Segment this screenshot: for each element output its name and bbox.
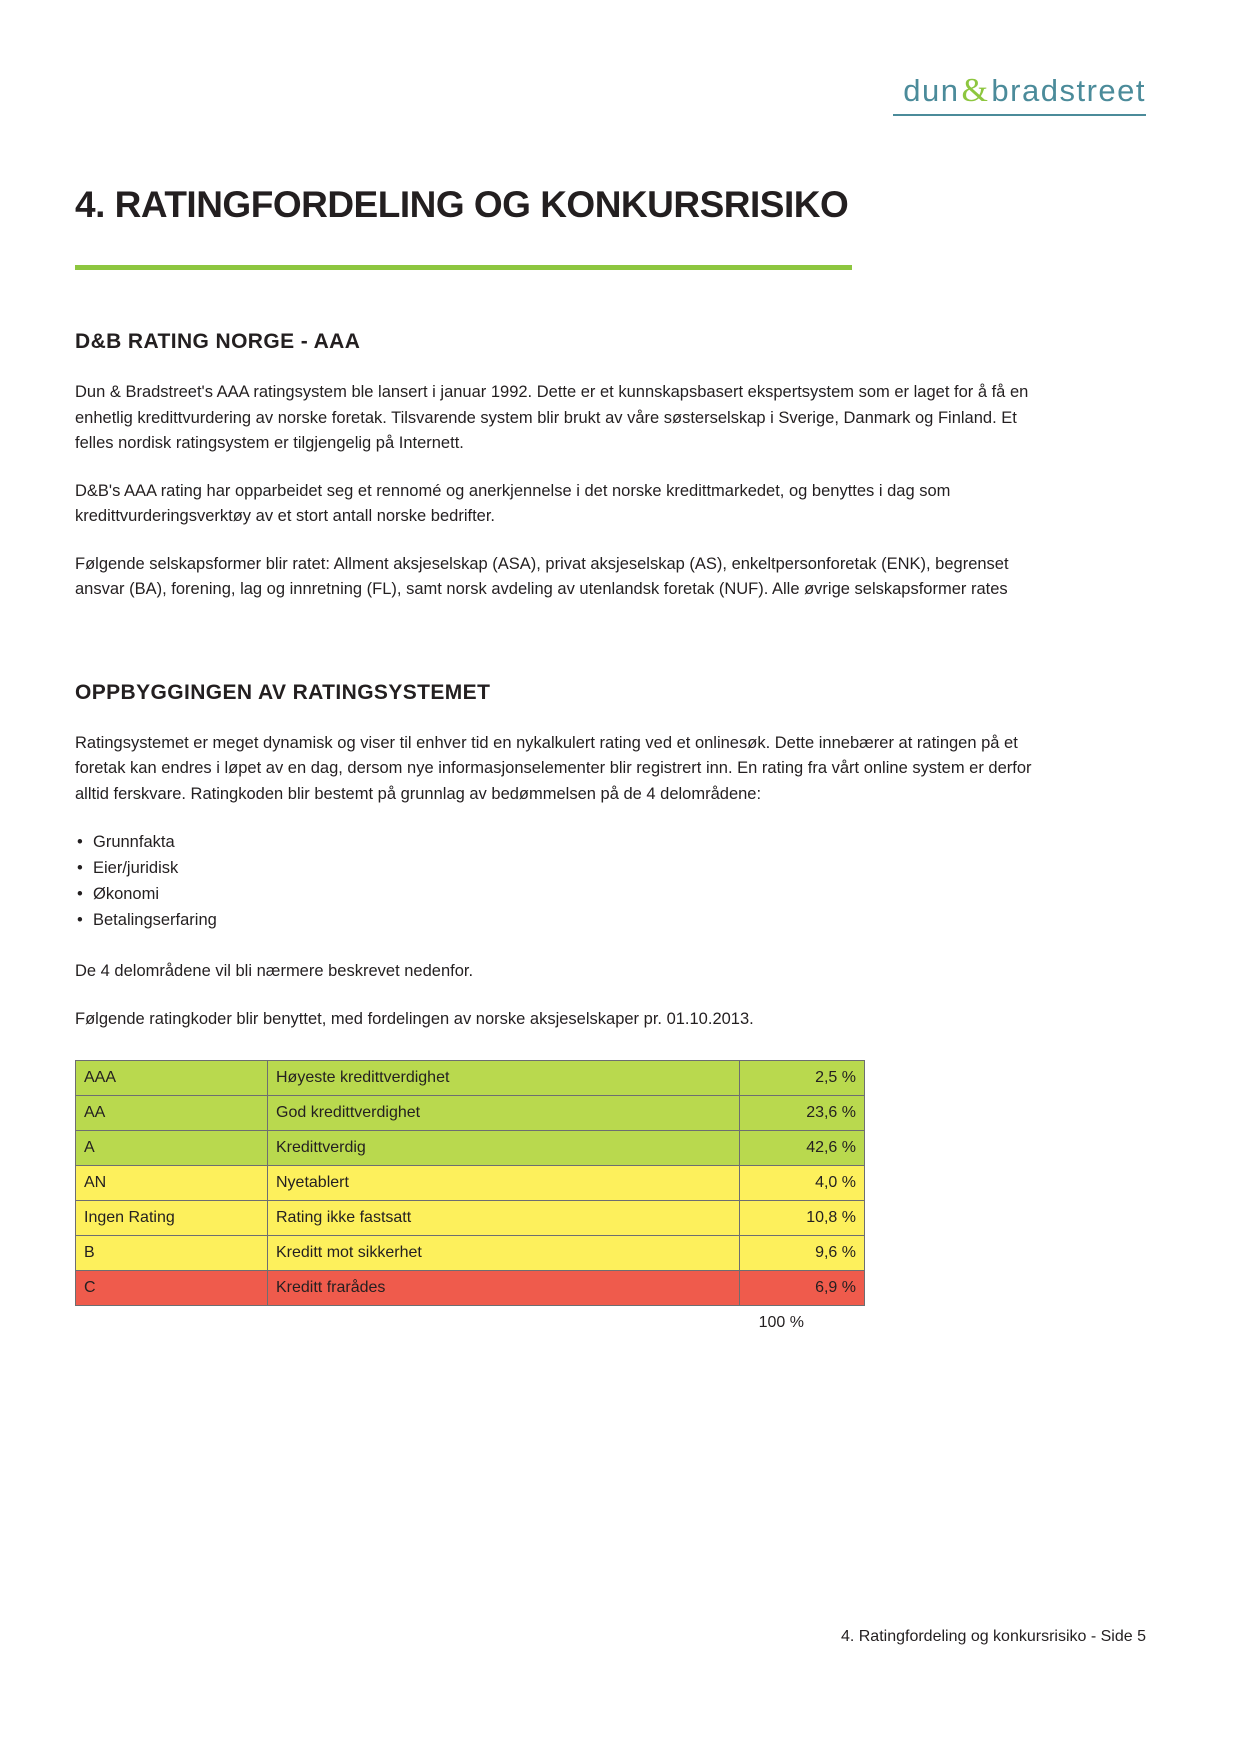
rating-percent: 9,6 % xyxy=(740,1236,865,1271)
list-item: • Økonomi xyxy=(75,881,1075,907)
paragraph-oppbygging-2: De 4 delområdene vil bli nærmere beskrevet nedenfor. xyxy=(75,962,474,980)
delomrader-list xyxy=(75,829,1075,933)
rating-code: B xyxy=(76,1236,268,1271)
rating-percent: 42,6 % xyxy=(740,1131,865,1166)
paragraph-oppbygging-3: Følgende ratingkoder blir benyttet, med fordelingen av norske aksjeselskaper pr. 01.10.2013. xyxy=(75,1009,754,1028)
rating-description: Nyetablert xyxy=(268,1166,740,1201)
rating-total: 100 % xyxy=(758,1314,804,1331)
table-row xyxy=(76,1131,865,1166)
section-heading-rating-norge: D&B RATING NORGE - AAA xyxy=(75,330,361,353)
page-title: 4. RATINGFORDELING OG KONKURSRISIKO xyxy=(75,184,849,225)
logo-underline xyxy=(893,114,1146,116)
list-item: • Eier/juridisk xyxy=(75,855,1075,881)
rating-description: Høyeste kredittverdighet xyxy=(268,1061,740,1096)
rating-description: Kreditt frarådes xyxy=(268,1271,740,1306)
document-content xyxy=(75,330,1075,1332)
dun-bradstreet-logo xyxy=(903,72,1146,110)
paragraph-intro-2: D&B's AAA rating har opparbeidet seg et rennomé og anerkjennelse i det norske kredittmarkedet, og benyttes i dag som kredittvurderingsverktøy av et stort antall norske bedrifter. xyxy=(75,481,951,525)
rating-distribution-table xyxy=(75,1060,865,1306)
rating-code: C xyxy=(76,1271,268,1306)
rating-code: AA xyxy=(76,1096,268,1131)
table-row xyxy=(76,1201,865,1236)
paragraph-intro-1: Dun & Bradstreet's AAA ratingsystem ble lansert i januar 1992. Dette er et kunnskapsbasert ekspertsystem som er laget for å få en enhetlig kredittvurdering av norske foretak. Tilsvarende system blir brukt av våre søsterselskap i Sverige, Danmark og Finland. Et felles nordisk ratingsystem er tilgjengelig på Internett. xyxy=(75,383,1029,452)
rating-percent: 2,5 % xyxy=(740,1061,865,1096)
list-item: • Grunnfakta xyxy=(75,829,1075,855)
table-row xyxy=(76,1096,865,1131)
table-row xyxy=(76,1236,865,1271)
rating-description: Kreditt mot sikkerhet xyxy=(268,1236,740,1271)
paragraph-oppbygging-1: Ratingsystemet er meget dynamisk og viser til enhver tid en nykalkulert rating ved et onlinesøk. Dette innebærer at ratingen på et foretak kan endres i løpet av en dag, dersom nye informasjonselementer blir registrert inn. En rating fra vårt online system er derfor alltid ferskvare. Ratingkoden blir bestemt på grunnlag av bedømmelsen på de 4 delområdene: xyxy=(75,733,1032,803)
rating-description: Kredittverdig xyxy=(268,1131,740,1166)
ampersand-icon: & xyxy=(961,72,990,109)
table-row xyxy=(76,1061,865,1096)
logo-text-left: dun xyxy=(903,73,960,108)
rating-percent: 23,6 % xyxy=(740,1096,865,1131)
rating-code: Ingen Rating xyxy=(76,1201,268,1236)
rating-code: AAA xyxy=(76,1061,268,1096)
title-rule xyxy=(75,265,852,270)
page-footer: 4. Ratingfordeling og konkursrisiko - Side 5 xyxy=(840,1628,1146,1645)
logo-text-right: bradstreet xyxy=(991,73,1146,108)
rating-description: Rating ikke fastsatt xyxy=(268,1201,740,1236)
list-item: • Betalingserfaring xyxy=(75,907,1075,933)
rating-percent: 6,9 % xyxy=(740,1271,865,1306)
rating-code: A xyxy=(76,1131,268,1166)
rating-description: God kredittverdighet xyxy=(268,1096,740,1131)
rating-code: AN xyxy=(76,1166,268,1201)
paragraph-intro-3: Følgende selskapsformer blir ratet: Allment aksjeselskap (ASA), privat aksjeselskap (AS), enkeltpersonforetak (ENK), begrenset ansvar (BA), forening, lag og innretning (FL), samt norsk avdeling av utenlandsk foretak (NUF). Alle øvrige selskapsformer rates xyxy=(75,554,1009,598)
table-row xyxy=(76,1166,865,1201)
table-row xyxy=(76,1271,865,1306)
rating-percent: 4,0 % xyxy=(740,1166,865,1201)
section-heading-oppbygging: OPPBYGGINGEN AV RATINGSYSTEMET xyxy=(75,680,491,704)
rating-percent: 10,8 % xyxy=(740,1201,865,1236)
